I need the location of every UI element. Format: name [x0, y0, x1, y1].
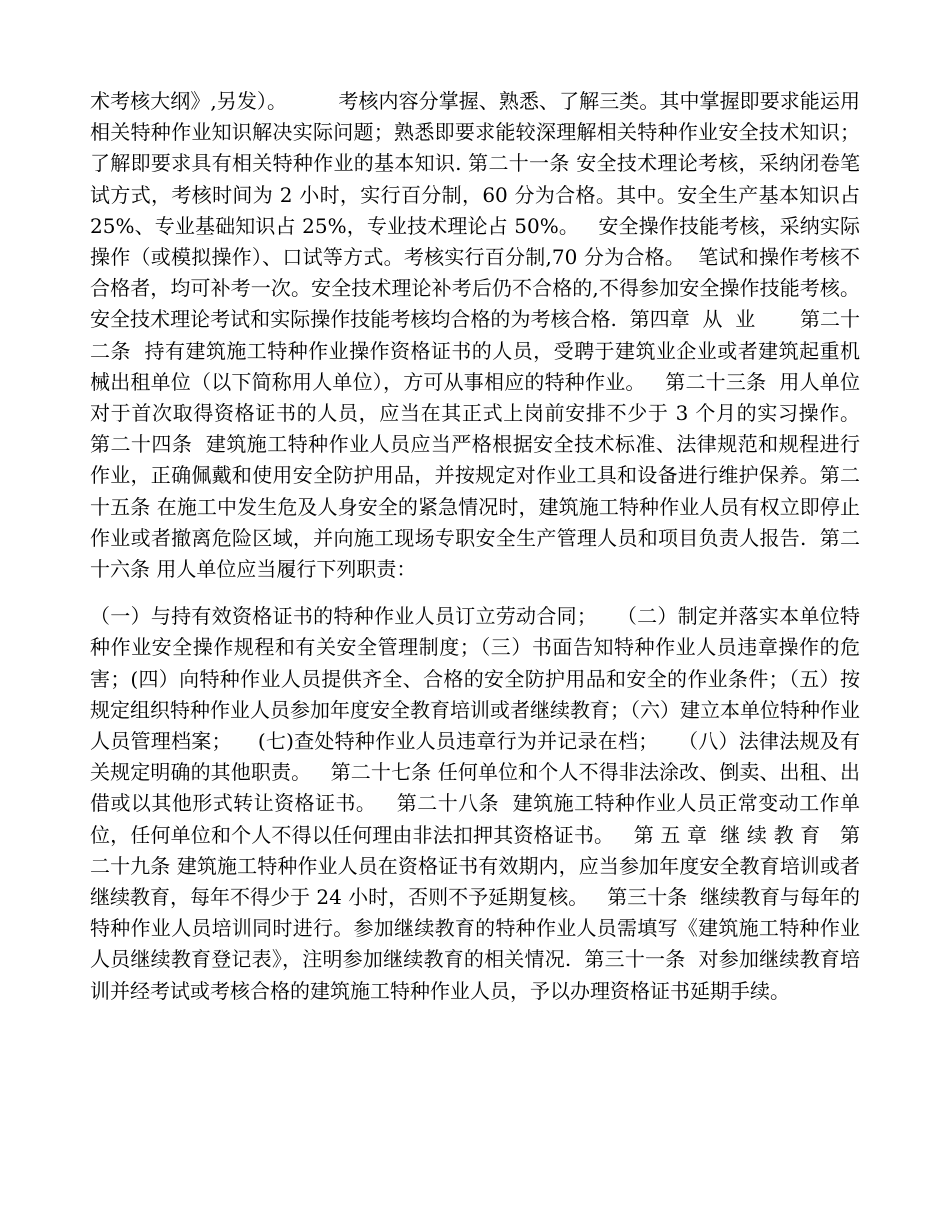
paragraph-body-2: （一）与持有效资格证书的特种作业人员订立劳动合同； （二）制定并落实本单位特种作业安全操作规程和有关安全管理制度；（三）书面告知特种作业人员违章操作的危害；(四）向特种作业人员提供齐全、合格的安全防护用品和安全的作业条件；（五）按规定组织特种作业人员参加年度安全教育培训或者继续教育；（六）建立本单位特种作业人员管理档案； (七)查处特种作业人员违章行为并记录在档； （八）法律法规及有关规定明确的其他职责。 第二十七条 任何单位和个人不得非法涂改、倒卖、出租、出借或以其他形式转让资格证书。 第二十八条 建筑施工特种作业人员正常变动工作单位，任何单位和个人不得以任何理由非法扣押其资格证书。 第 五 章 继 续 教 育 第二十九条 建筑施工特种作业人员在资格证书有效期内，应当参加年度安全教育培训或者继续教育，每年不得少于 24 小时，否则不予延期复核。 第三十条 继续教育与每年的特种作业人员培训同时进行。参加继续教育的特种作业人员需填写《建筑施工特种作业人员继续教育登记表》，注明参加继续教育的相关情况. 第三十一条 对参加继续教育培训并经考试或考核合格的建筑施工特种作业人员，予以办理资格证书延期手续。: [90, 604, 860, 1003]
paragraph-body-1: 术考核大纲》,另发）。 考核内容分掌握、熟悉、了解三类。其中掌握即要求能运用相关特种作业知识解决实际问题；熟悉即要求能较深理解相关特种作业安全技术知识；了解即要求具有相关特种作业的基本知识. 第二十一条 安全技术理论考核，采纳闭卷笔试方式，考核时间为 2 小时，实行百分制，60 分为合格。其中。安全生产基本知识占 25%、专业基础知识占 25%，专业技术理论占 50%。 安全操作技能考核，采纳实际操作（或模拟操作）、口试等方式。考核实行百分制,70 分为合格。 笔试和操作考核不合格者，均可补考一次。安全技术理论补考后仍不合格的,不得参加安全操作技能考核。安全技术理论考试和实际操作技能考核均合格的为考核合格. 第四章 从 业 第二十二条 持有建筑施工特种作业操作资格证书的人员，受聘于建筑业企业或者建筑起重机械出租单位（以下简称用人单位），方可从事相应的特种作业。 第二十三条 用人单位对于首次取得资格证书的人员，应当在其正式上岗前安排不少于 3 个月的实习操作。 第二十四条 建筑施工特种作业人员应当严格根据安全技术标准、法律规范和规程进行作业，正确佩戴和使用安全防护用品，并按规定对作业工具和设备进行维护保养。第二十五条 在施工中发生危及人身安全的紧急情况时，建筑施工特种作业人员有权立即停止作业或者撤离危险区域，并向施工现场专职安全生产管理人员和项目负责人报告. 第二十六条 用人单位应当履行下列职责：: [90, 89, 880, 582]
document-page: [90, 86, 880, 1007]
